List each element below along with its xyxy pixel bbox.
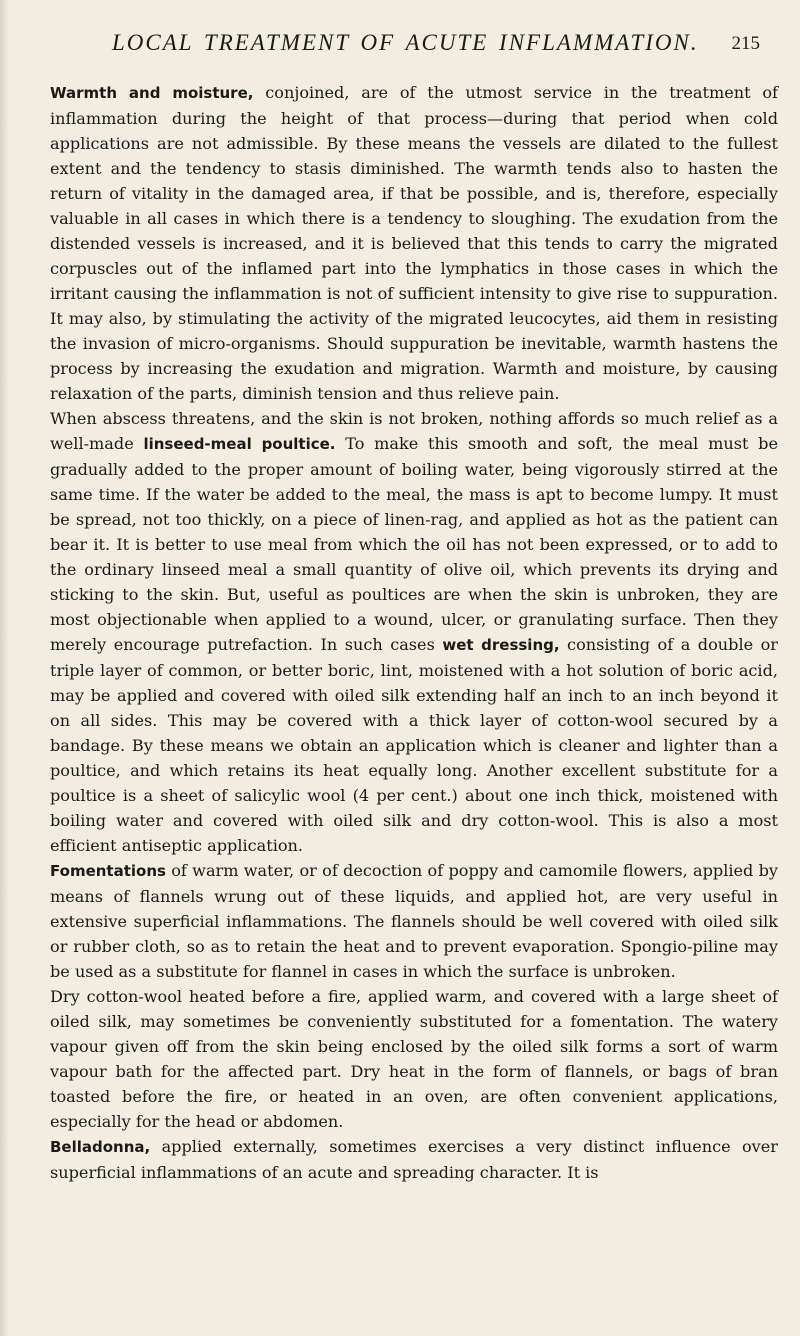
paragraph-lead: Belladonna,: [50, 1138, 151, 1156]
paragraph-text: Dry cotton-wool heated before a fire, applied warm, and covered with a large sheet of oiled silk, may sometimes be conveniently substituted for a fomentation. The watery vapour given off from the skin being enclosed by the oiled silk forms a sort of warm vapour bath for the affected part. Dry heat in the form of flannels, or bags of bran toasted before the fire, or heated in an oven, are often convenient applications, especially for the head or abdomen.: [50, 987, 778, 1131]
page-header: [0, 30, 800, 70]
paragraph-fomentations: [50, 858, 778, 984]
body-text: [50, 80, 778, 1185]
paragraph-belladonna: [50, 1134, 778, 1185]
paragraph-lead: wet dressing,: [442, 636, 560, 654]
paragraph-text: of warm water, or of decoction of poppy and camomile flowers, applied by means of flannels wrung out of these liquids, and applied hot, are very useful in extensive superficial inflammations. The flannels should be well covered with oiled silk or rubber cloth, so as to retain the heat and to prevent evaporation. Spongio-piline may be used as a substitute for flannel in cases in which the surface is unbroken.: [50, 861, 778, 981]
paragraph-lead: Fomentations: [50, 862, 166, 880]
paragraph-dry-heat: [50, 984, 778, 1134]
running-title: LOCAL TREATMENT OF ACUTE INFLAMMATION.: [112, 30, 699, 55]
paragraph-text: conjoined, are of the utmost service in the treatment of inflammation during the height of that process—during that period when cold applications are not admissible. By these means the vessels are dilated to the fullest extent and the tendency to stasis diminished. The warmth tends also to hasten the return of vitality in the damaged area, if that be possible, and is, therefore, especially valuable in all cases in which there is a tendency to sloughing. The exudation from the distended vessels is increased, and it is believed that this tends to carry the migrated corpuscles out of the inflamed part into the lymphatics in those cases in which the irritant causing the inflammation is not of sufficient intensity to give rise to suppuration. It may also, by stimulating the activity of the migrated leucocytes, aid them in resisting the invasion of micro-organisms. Should suppuration be inevitable, warmth hastens the process by increasing the exudation and migration. Warmth and moisture, by causing relaxation of the parts, diminish tension and thus relieve pain.: [50, 83, 778, 403]
paragraph-text: When abscess threatens, and the skin is not broken, nothing affords so much relief as a well-made: [50, 409, 778, 453]
page-number: 215: [731, 33, 760, 54]
paragraph-text: consisting of a double or triple layer of common, or better boric, lint, moistened with a hot solution of boric acid, may be applied and covered with oiled silk extending half an inch to an inch beyond it on all sides. This may be covered with a thick layer of cotton-wool secured by a bandage. By these means we obtain an application which is cleaner and lighter than a poultice, and which retains its heat equally long. Another excellent substitute for a poultice is a sheet of salicylic wool (4 per cent.) about one inch thick, moistened with boiling water and covered with oiled silk and dry cotton-wool. This is also a most efficient antiseptic application.: [50, 635, 778, 855]
paragraph-text: applied externally, sometimes exercises a very distinct influence over superficial inflammations of an acute and spreading character. It is: [50, 1137, 778, 1182]
paragraph-text: To make this smooth and soft, the meal must be gradually added to the proper amount of boiling water, being vigorously stirred at the same time. If the water be added to the meal, the mass is apt to become lumpy. It must be spread, not too thickly, on a piece of linen-rag, and applied as hot as the patient can bear it. It is better to use meal from which the oil has not been expressed, or to add to the ordinary linseed meal a small quantity of olive oil, which prevents its drying and sticking to the skin. But, useful as poultices are when the skin is unbroken, they are most objectionable when applied to a wound, ulcer, or granulating surface. Then they merely encourage putrefaction. In such cases: [50, 434, 778, 654]
page-binding-edge: [0, 0, 8, 1336]
paragraph-warmth: [50, 80, 778, 406]
paragraph-lead: linseed-meal poultice.: [143, 435, 336, 453]
paragraph-lead: Warmth and moisture,: [50, 84, 254, 102]
paragraph-poultice: [50, 406, 778, 858]
